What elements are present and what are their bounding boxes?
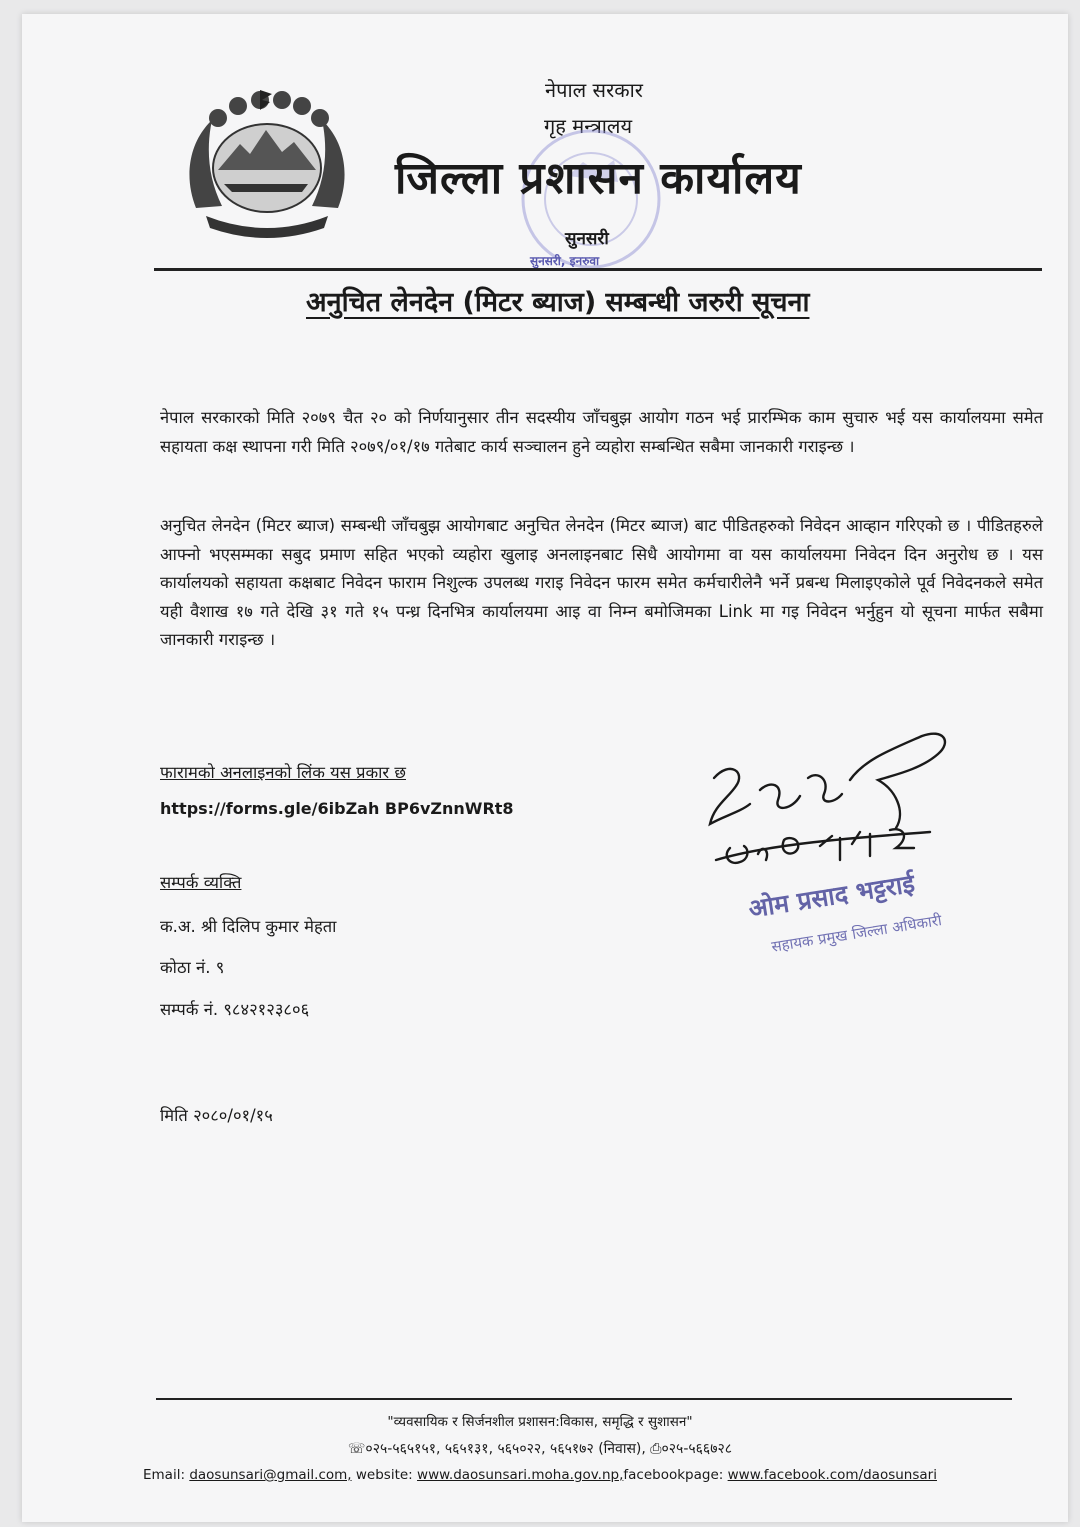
notice-subject: अनुचित लेनदेन (मिटर ब्याज) सम्बन्धी जरुरी सूचना: [306, 287, 810, 318]
office-name: जिल्ला प्रशासन कार्यालय: [395, 153, 802, 204]
government-name: नेपाल सरकार: [545, 78, 643, 102]
footer-divider: [156, 1398, 1012, 1400]
email-label: Email:: [143, 1467, 186, 1483]
footer-contact-links: [0, 1467, 1080, 1483]
officer-title-stamp: सहायक प्रमुख जिल्ला अधिकारी: [770, 911, 943, 956]
body-paragraph-2: अनुचित लेनदेन (मिटर ब्याज) सम्बन्धी जाँचबुझ आयोगबाट अनुचित लेनदेन (मिटर ब्याज) बाट पीडितहरुको निवेदन आव्हान गरिएको छ । पीडितहरुले आफ्नो भएसम्मका सबुद प्रमाण सहित भएको व्यहोरा खुलाइ अनलाइनबाट सिधै आयोगमा वा यस कार्यालयमा निवेदन दिन अनुरोध छ । यस कार्यालयको सहायता कक्षबाट निवेदन फाराम निशुल्क उपलब्ध गराइ निवेदन फारम समेत कर्मचारीलेनै भर्ने प्रबन्ध मिलाइएकोले पूर्व निवेदनकले समेत यही वैशाख १७ गते देखि ३१ गते १५ पन्ध्र दिनभित्र कार्यालयमा आइ वा निम्न बमोजिमका Link मा गइ निवेदन भर्नुहुन यो सूचना मार्फत सबैमा जानकारी गराइन्छ ।: [160, 516, 1043, 649]
form-link-heading: फारामको अनलाइनको लिंक यस प्रकार छ: [160, 763, 406, 782]
header-divider: [154, 268, 1042, 271]
contact-room: कोठा नं. ९: [160, 958, 225, 977]
handwritten-signature: [700, 720, 960, 890]
ministry-name: गृह मन्त्रालय: [544, 114, 633, 138]
facebook-link[interactable]: www.facebook.com/daosunsari: [727, 1467, 937, 1483]
footer-motto: "व्यवसायिक र सिर्जनशील प्रशासन:विकास, समृद्धि र सुशासन": [387, 1414, 693, 1430]
footer-phones: ☏०२५-५६५१५१, ५६५१३१, ५६५०२२, ५६५१७२ (निवास), ⎙०२५-५६६७२८: [347, 1441, 733, 1457]
contact-phone: सम्पर्क नं. ९८४२१२३८०६: [160, 1000, 310, 1019]
website-link[interactable]: www.daosunsari.moha.gov.np,: [417, 1467, 624, 1483]
form-link[interactable]: https://forms.gle/6ibZah BP6vZnnWRt8: [160, 799, 514, 818]
district-name: सुनसरी: [565, 229, 609, 249]
notice-date: मिति २०८०/०१/१५: [160, 1106, 273, 1125]
officer-name-stamp: ओम प्रसाद भट्टराई: [746, 868, 917, 924]
nepal-emblem-icon: [178, 88, 356, 244]
stamp-location: सुनसरी, इनरुवा: [530, 254, 600, 268]
body-paragraph-1: नेपाल सरकारको मिति २०७९ चैत २० को निर्णयानुसार तीन सदस्यीय जाँचबुझ आयोग गठन भई प्रारम्भिक काम सुचारु भई यस कार्यालयमा समेत सहायता कक्ष स्थापना गरी मिति २०७९/०१/१७ गतेबाट कार्य सञ्चालन हुने व्यहोरा सम्बन्धित सबैमा जानकारी गराइन्छ ।: [160, 408, 1043, 456]
contact-heading: सम्पर्क व्यक्ति: [160, 873, 242, 892]
email-link[interactable]: daosunsari@gmail.com,: [189, 1467, 352, 1483]
website-label: website:: [355, 1467, 413, 1483]
facebook-label: facebookpage:: [623, 1467, 724, 1483]
contact-name: क.अ. श्री दिलिप कुमार मेहता: [160, 917, 337, 936]
